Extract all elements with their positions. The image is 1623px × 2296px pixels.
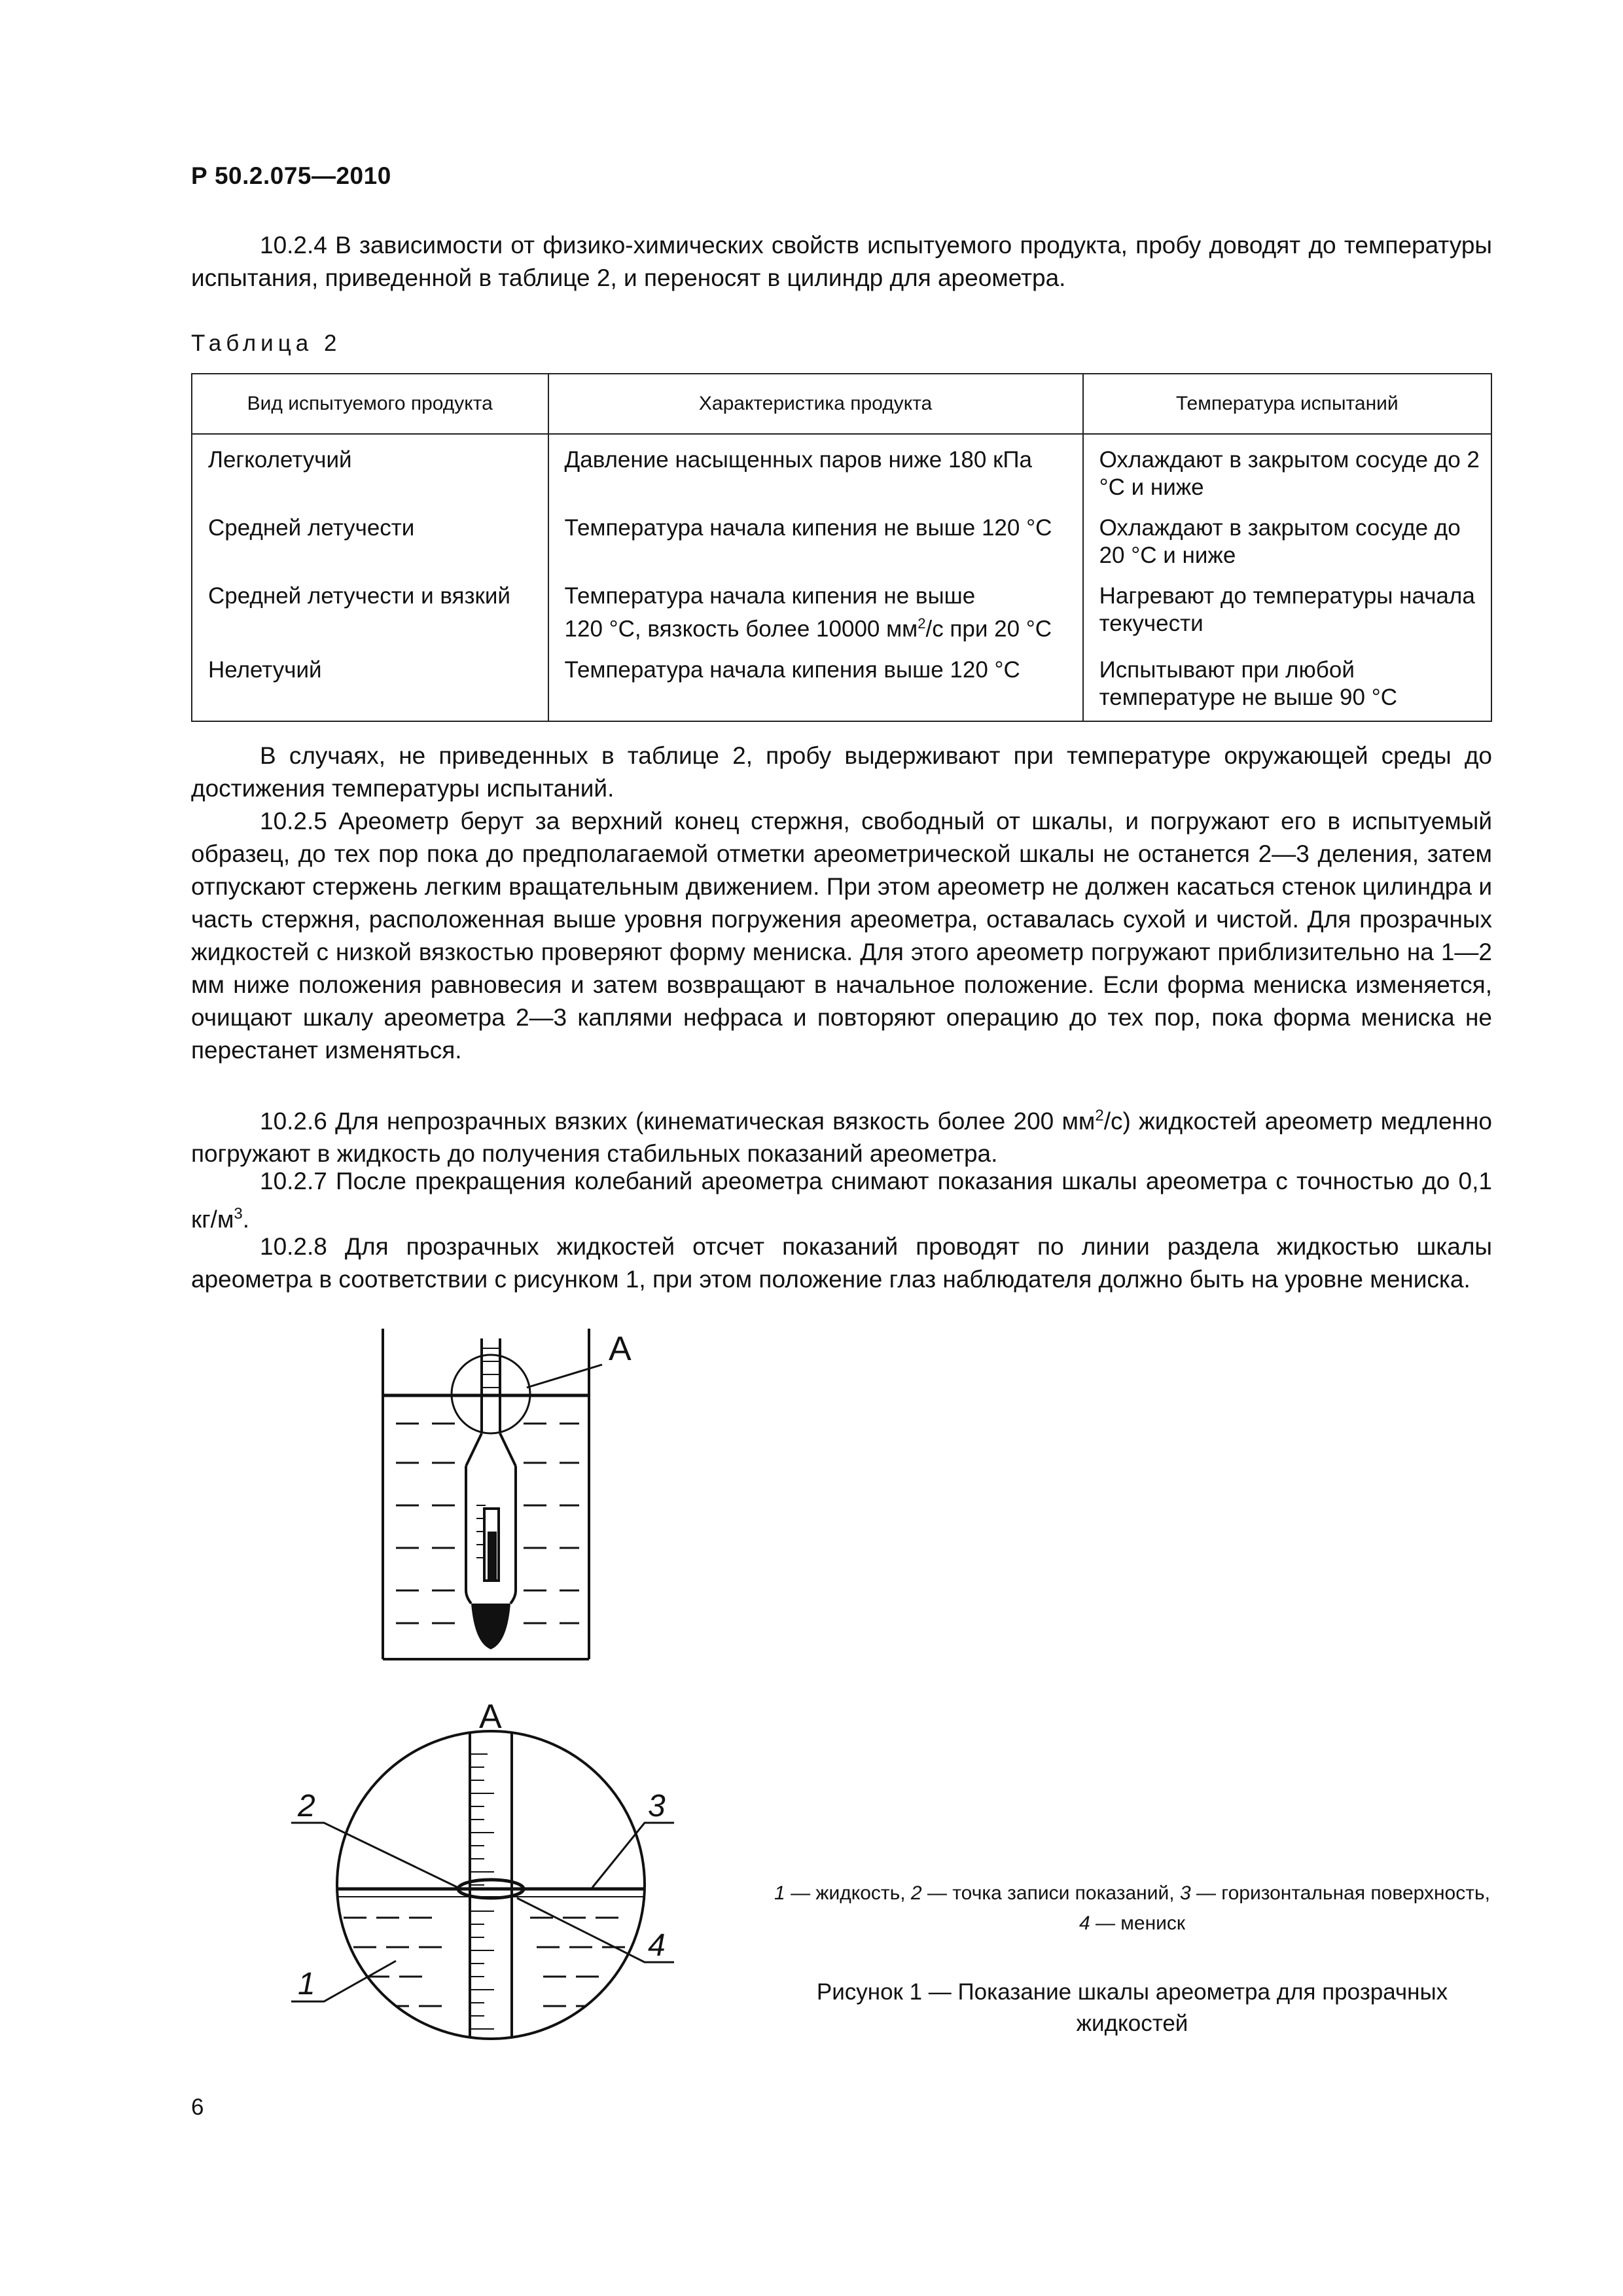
table-cell-temperature: Нагревают до температуры начала текучести	[1083, 583, 1491, 656]
legend-text: — мениск	[1090, 1912, 1186, 1934]
table-cell-type: Средней летучести	[192, 514, 548, 583]
legend-number: 4	[1079, 1912, 1090, 1934]
figure-legend	[772, 1878, 1492, 1939]
table-cell-characteristic: Давление насыщенных паров ниже 180 кПа	[548, 434, 1083, 514]
text-run: /с при 20 °С	[925, 616, 1052, 642]
detail-view	[291, 1721, 674, 2049]
legend-text: — точка записи показаний,	[921, 1882, 1180, 1904]
table-cell-temperature: Испытывают при любой температуре не выше 90 °С	[1083, 656, 1491, 721]
text-run: /с) жидкостей ареометр медленно погружают в жидкость до получения стабильных показаний ареометра.	[191, 1107, 1492, 1168]
page-number: 6	[191, 2094, 204, 2120]
legend-number: 2	[910, 1882, 922, 1904]
callout-1: 1	[298, 1967, 315, 2001]
table-cell-characteristic: Температура начала кипения выше 120 °С	[548, 656, 1083, 721]
label-a-top: А	[609, 1330, 632, 1368]
hydrometer-bulb	[471, 1604, 510, 1649]
table-caption: Таблица 2	[191, 331, 342, 356]
legend-text: — горизонтальная поверхность,	[1190, 1882, 1490, 1904]
table-cell-type: Средней летучести и вязкий	[192, 583, 548, 656]
superscript: 2	[1095, 1107, 1104, 1124]
superscript: 2	[918, 615, 926, 632]
paragraph-10-2-5: 10.2.5 Ареометр берут за верхний конец стержня, свободный от шкалы, и погружают его в испытуемый образец, до тех пор пока до предполагаемой отметки ареометрической шкалы не останется 2—3 деления, затем отпускают стержень легким вращательным движением. При этом ареометр не должен касаться стенок цилиндра и часть стержня, расположенная выше уровня погружения ареометра, оставалась сухой и чистой. Для прозрачных жидкостей с низкой вязкостью проверяют форму мениска. Для этого ареометр погружают приблизительно на 1—2 мм ниже положения равновесия и затем возвращают в начальное положение. Если форма мениска изменяется, очищают шкалу ареометра 2—3 каплями нефраса и повторяют операцию до тех пор, пока форма мениска не перестанет изменяться.	[191, 808, 1492, 1064]
table-header-cell: Температура испытаний	[1083, 374, 1491, 434]
text-run: 10.2.6 Для непрозрачных вязких (кинематическая вязкость более 200 мм	[260, 1107, 1096, 1135]
table-cell-type: Легколетучий	[192, 434, 548, 514]
paragraph-10-2-4: 10.2.4 В зависимости от физико-химических свойств испытуемого продукта, пробу доводят до температуры испытания, приведенной в таблице 2, и переносят в цилиндр для ареометра.	[191, 232, 1492, 291]
paragraph-10-2-8: 10.2.8 Для прозрачных жидкостей отсчет показаний проводят по линии раздела жидкостью шкалы ареометра в соответствии с рисунком 1, при этом положение глаз наблюдателя должно быть на уровне мениска.	[191, 1233, 1492, 1293]
legend-text: — жидкость,	[785, 1882, 911, 1904]
legend-number: 3	[1179, 1882, 1191, 1904]
table-header-cell: Вид испытуемого продукта	[192, 374, 548, 434]
callout-4: 4	[648, 1928, 666, 1963]
figure-caption: Рисунок 1 — Показание шкалы ареометра для прозрачных жидкостей	[816, 1979, 1448, 2036]
paragraph-cases: В случаях, не приведенных в таблице 2, пробу выдерживают при температуре окружающей среды до достижения температуры испытаний.	[191, 742, 1492, 802]
table-cell-type: Нелетучий	[192, 656, 548, 721]
table-cell-characteristic: Температура начала кипения не выше 120 °С	[548, 514, 1083, 583]
callout-3: 3	[648, 1789, 666, 1823]
table-cell-temperature: Охлаждают в закрытом сосуде до 20 °С и ниже	[1083, 514, 1491, 583]
table-header-cell: Характеристика продукта	[548, 374, 1083, 434]
legend-number: 1	[774, 1882, 785, 1904]
table-cell-temperature: Охлаждают в закрытом сосуде до 2 °С и ниже	[1083, 434, 1491, 514]
superscript: 3	[234, 1205, 243, 1223]
text-run: 10.2.7 После прекращения колебаний ареометра снимают показания шкалы ареометра с точностью до 0,1 кг/м	[191, 1168, 1492, 1233]
text-run: 120 °С, вязкость более 10000 мм	[564, 616, 918, 642]
document-code: Р 50.2.075—2010	[191, 162, 391, 189]
text-run: .	[242, 1206, 250, 1233]
label-a-detail: А	[479, 1698, 502, 1736]
callout-2: 2	[298, 1789, 315, 1823]
table-cell-line: Температура начала кипения не выше	[564, 583, 976, 609]
